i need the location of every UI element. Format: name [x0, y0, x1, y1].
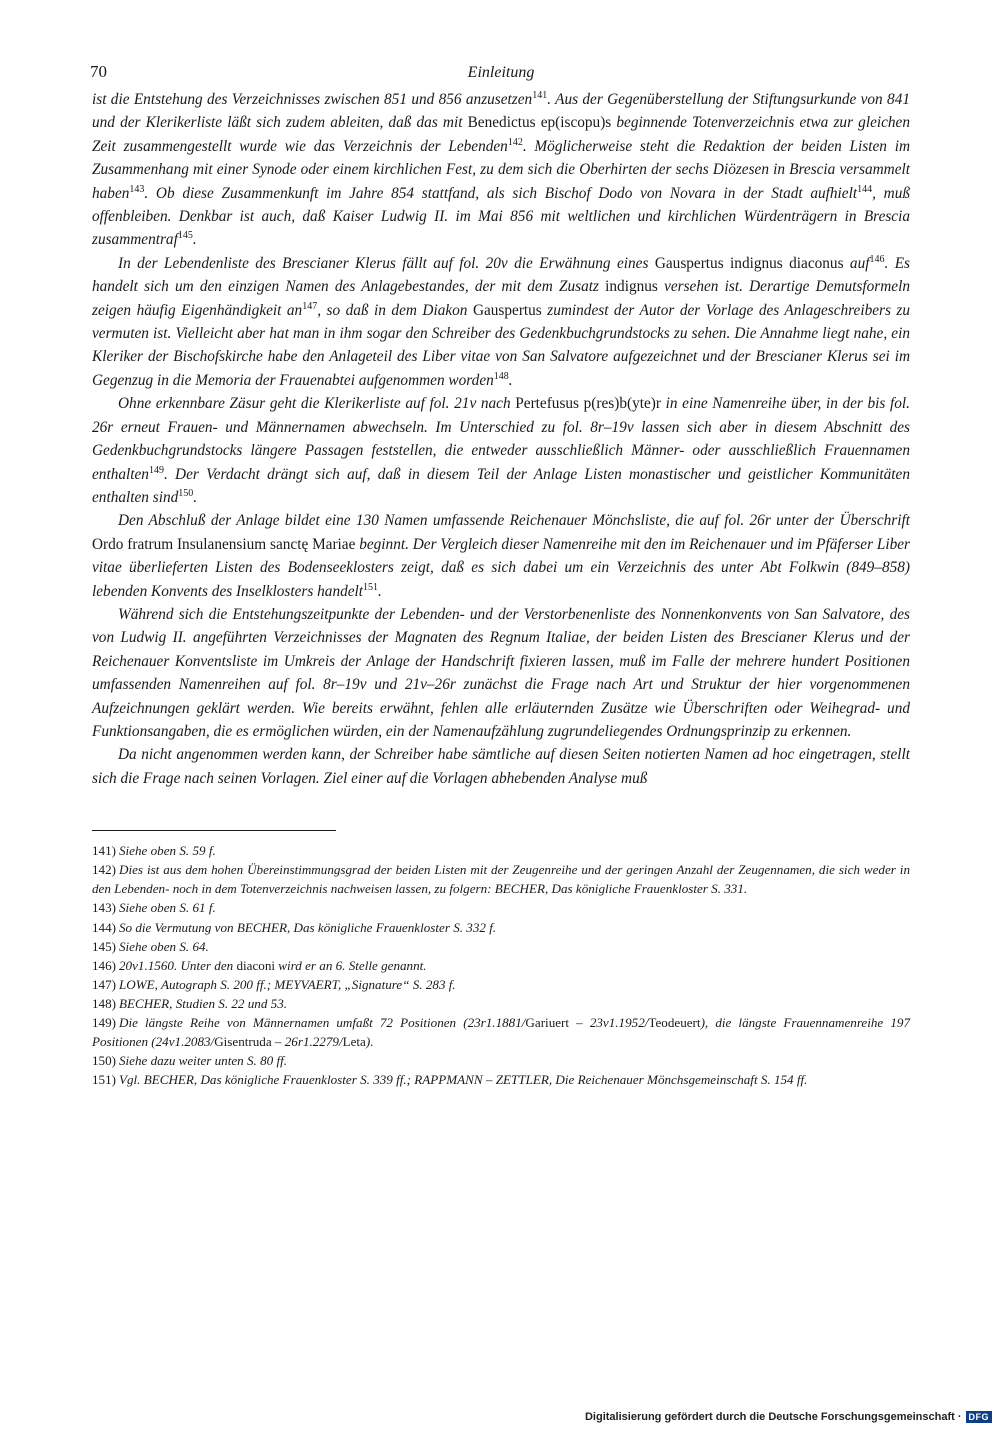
- paragraph-2: In der Lebendenliste des Brescianer Klerus fällt auf fol. 20v die Erwähnung eines Gauspertus indignus diaconus auf$^{146}$. Es handelt sich um den einzigen Namen des Anlagebestandes, der mit dem Zusatz indignus versehen ist. Derartige Demutsformeln zeigen häufig Eigenhändigkeit $an^{147}$, so daß in dem Diakon Gauspertus zumindest der Autor der Vorlage des Anlageschreibers zu vermuten ist. Vielleicht aber hat man in ihm sogar den Schreiber des Gedenkbuchgrundstocks zu sehen. Die Annahme liegt nahe, ein Kleriker der Bischofskirche habe den Anlageteil des Liber vitae von San Salvatore aufgezeichnet und der Brescianer Klerus sei im Gegenzug in die Memoria der Frauenabtei aufgenommen worden$^{148}$.: [92, 253, 911, 389]
- footnote-ref-150[interactable]: 150: [178, 487, 194, 499]
- body-text: [92, 88, 910, 790]
- footnote-ref-141[interactable]: 141: [532, 90, 548, 101]
- footnote-142: 142) Dies ist aus dem hohen Übereinstimmungsgrad der beiden Listen mit der Zeugenreihe und der geringen Anzahl der Zeugennamen, die sich weder in den Lebenden- noch in dem Totenverzeichnis nachweisen lassen, zu folgern: BECHER, Das königliche Frauenkloster S. 331.: [92, 862, 910, 897]
- page-header: [92, 58, 910, 88]
- footnote-146: 146) 20v1.1560. Unter den diaconi wird er an 6. Stelle genannt.: [92, 957, 427, 973]
- footnote-150: 150) Siehe dazu weiter unten S. 80 ff.: [92, 1053, 288, 1069]
- paragraph-6: Da nicht angenommen werden kann, der Schreiber habe sämtliche auf diesen Seiten notierten Namen ad hoc eingetragen, stellt sich die Frage nach seinen Vorlagen. Ziel einer auf die Vorlagen abhebenden Analyse muß: [92, 746, 910, 787]
- footnote-ref-147[interactable]: 147: [302, 300, 318, 312]
- footnote-143: 143) Siehe oben S. 61 f.: [92, 900, 216, 916]
- source-name: Gauspertus: [472, 301, 542, 319]
- source-name: Gauspertus indignus diaconus: [654, 254, 844, 272]
- footnote-145: 145) Siehe oben S. 64.: [92, 938, 209, 954]
- footnote-ref-143[interactable]: 143: [129, 183, 145, 195]
- footnote-148: 148) BECHER, Studien S. 22 und 53.: [92, 995, 288, 1011]
- footnote-141: 141) Siehe oben S. 59 f.: [92, 843, 216, 859]
- paragraph-4: Den Abschluß der Anlage bildet eine 130 Namen umfassende Reichenauer Mönchsliste, die auf fol. 26r unter der Überschrift Ordo fratrum Insulanensium sanctę Mariae beginnt. Der Vergleich dieser Namenreihe mit den im Reichenauer und im Pfäferser Liber vitae überlieferten Listen des Bodenseeklosters zeigt, daß es sich dabei um ein Verzeichnis des unter Abt Folkwin (849–858) lebenden Konvents des Inselklosters handelt$^{151}$.: [92, 512, 911, 600]
- footnote-ref-148[interactable]: 148: [493, 370, 509, 382]
- source-name: Benedictus ep(iscopu)s: [467, 114, 612, 132]
- digitization-credit: [585, 1411, 992, 1423]
- footnote-151: 151) Vgl. BECHER, Das königliche Frauenkloster S. 339 ff.; RAPPMANN – ZETTLER, Die Reichenauer Mönchsgemeinschaft S. 154 ff.: [92, 1072, 808, 1088]
- footnotes: [92, 841, 910, 1089]
- footnote-144: 144) So die Vermutung von BECHER, Das königliche Frauenkloster S. 332 f.: [92, 919, 497, 935]
- page: [92, 58, 910, 1089]
- footnote-149: 149) Die längste Reihe von Männernamen umfaßt 72 Positionen (23r1.1881/Gariuert – 23v1.1952/Teodeuert), die längste Frauennamenreihe 197 Positionen (24v1.2083/Gisentruda – 26r1.2279/Leta).: [92, 1015, 910, 1050]
- footnote-ref-144[interactable]: 144: [857, 183, 873, 195]
- footnote-ref-151[interactable]: 151: [363, 581, 379, 593]
- footnote-147: 147) LOWE, Autograph S. 200 ff.; MEYVAERT, „Signature“ S. 283 f.: [92, 976, 456, 992]
- footnote-ref-145[interactable]: 145: [177, 230, 193, 242]
- paragraph-3: Ohne erkennbare Zäsur geht die Klerikerliste auf fol. 21v nach Pertefusus p(res)b(yte)r in eine Namenreihe über, in der bis fol. 26r erneut Frauen- und Männernamen abwechseln. Im Unterschied zu fol. 8r–19v lassen sich aber in diesem Abschnitt des Gedenkbuchgrundstocks längere Passagen feststellen, die entweder ausschließlich Männer- oder ausschließlich Frauennamen enthalten$^{149}$. Der Verdacht drängt sich auf, daß in diesem Teil der Anlage Listen monastischer und geistlicher Kommunitäten enthalten sind$^{150}$.: [92, 395, 911, 506]
- source-name: Ordo fratrum Insulanensium sanctę Mariae: [92, 535, 356, 553]
- paragraph-5: Während sich die Entstehungszeitpunkte der Lebenden- und der Verstorbenenliste des Nonnenkonvents von San Salvatore, des von Ludwig II. angeführten Verzeichnisses der Magnaten des Regnum Italiae, der beiden Listen des Brescianer Klerus und der Reichenauer Konventsliste im Umkreis der Anlage der Handschrift fixieren lassen, muß im Falle der mehrere hundert Positionen umfassenden Namenreihen auf fol. 8r–19v und 21v–26r zunächst die Frage nach Art und Struktur der hier vorgenommenen Aufzeichnungen geklärt werden. Wie bereits erwähnt, fehlen alle erläuternden Zusätze wie Überschriften oder Weihegrad- und Funktionsangaben, die es ermöglichen würden, ein der Namenaufzählung zugrundeliegendes Ordnungsprinzip zu erkennen.: [92, 605, 910, 740]
- source-name: Pertefusus p(res)b(yte)r: [515, 395, 661, 413]
- footnote-ref-146[interactable]: 146: [869, 253, 885, 265]
- footnote-divider: [92, 830, 336, 831]
- source-name: indignus: [605, 278, 658, 296]
- footnote-ref-142[interactable]: 142: [507, 136, 523, 148]
- credit-text: Digitalisierung gefördert durch die Deutsche Forschungsgemeinschaft ·: [584, 1411, 962, 1423]
- footnote-ref-149[interactable]: 149: [148, 464, 164, 476]
- running-head: Einleitung: [467, 64, 535, 81]
- page-number: 70: [90, 62, 107, 81]
- paragraph-1: ist die Entstehung des Verzeichnisses zwischen 851 und 856 anzusetzen$^{141}$. Aus der Gegenüberstellung der Stiftungsurkunde von 841 und der Klerikerliste läßt sich zudem ableiten, daß das mit Benedictus ep(iscopu)s beginnende Totenverzeichnis etwa zur gleichen Zeit zusammengestellt wurde wie das Verzeichnis der Lebenden$^{142}$. Möglicherweise steht die Redaktion der beiden Listen im Zusammenhang mit einer Synode oder einem kirchlichen Fest, zu dem sich die Oberhirten der sechs Diözesen in Brescia versammelt haben$^{143}$. Ob diese Zusammenkunft im Jahre 854 stattfand, als sich Bischof Dodo von Novara in der Stadt aufhielt$^{144}$, muß offenbleiben. Denkbar ist auch, daß Kaiser Ludwig II. im Mai 856 mit weltlichen und kirchlichen Würdenträgern in Brescia zusammentraf$^{145}$.: [92, 90, 911, 249]
- dfg-logo-icon: DFG: [966, 1411, 993, 1423]
